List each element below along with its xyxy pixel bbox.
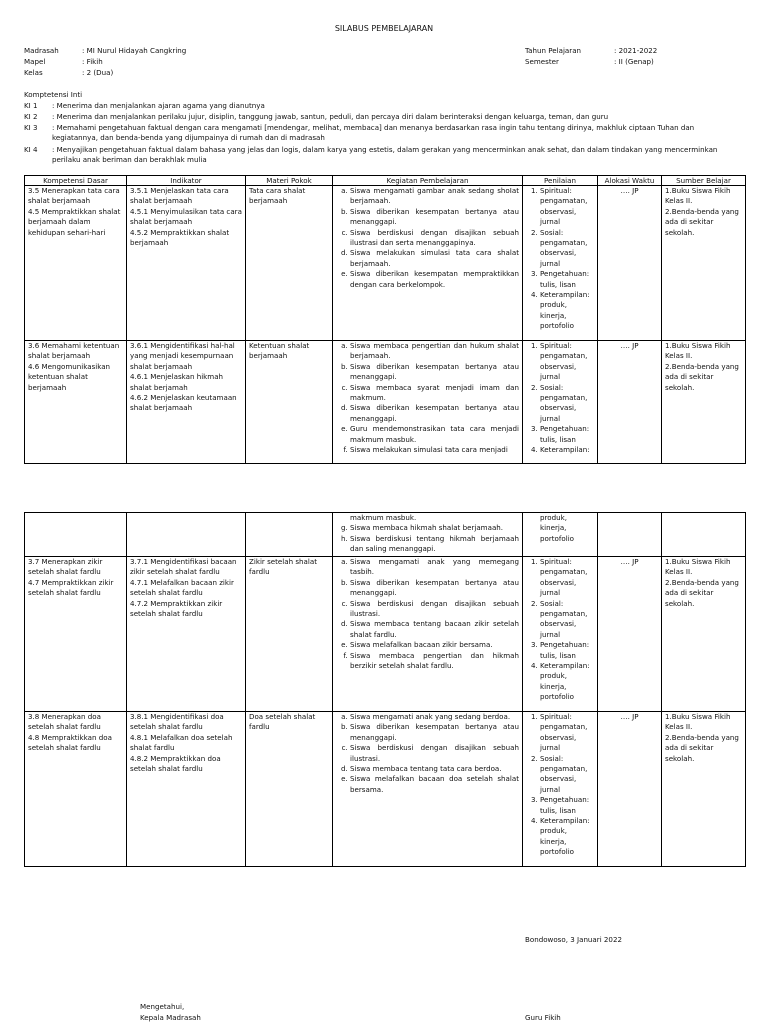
sumber-item: 1.Buku Siswa Fikih Kelas II.: [665, 186, 731, 206]
indikator-item: 4.8.2 Mempraktikkan doa setelah shalat fardlu: [130, 753, 221, 774]
mengetahui-label: Mengetahui,: [140, 1002, 185, 1011]
kegiatan-item: c. Siswa berdiskusi dengan disajikan sebuah ilustrasi dan serta menanggapinya.: [350, 228, 519, 249]
materi-cell: [246, 513, 333, 557]
kegiatan-item: c. Siswa berdiskusi dengan disajikan sebuah ilustrasi.: [350, 599, 519, 620]
penilaian-item: 1. Spiritual: pengamatan, observasi, jurnal: [540, 341, 594, 383]
kd-item: 4.6 Mengomunikasikan ketentuan shalat berjamaah: [28, 361, 111, 392]
ki-code: KI 4: [24, 145, 38, 154]
indikator-item: 4.8.1 Melafalkan doa setelah shalat fardlu: [130, 732, 233, 753]
ki-item: [24, 101, 744, 111]
meta-value: : 2021-2022: [614, 46, 658, 55]
header-indikator: Indikator: [127, 176, 246, 186]
place-date: Bondowoso, 3 Januari 2022: [525, 935, 622, 944]
kegiatan-item: f. Siswa membaca pengertian dan hikmah berzikir setelah shalat fardlu.: [350, 651, 519, 672]
kd-item: 3.5 Menerapkan tata cara shalat berjamaah: [28, 186, 120, 206]
indikator-item: 3.8.1 Mengidentifikasi doa setelah shalat fardlu: [130, 712, 224, 732]
indikator-item: 3.5.1 Menjelaskan tata cara shalat berjamaah: [130, 186, 229, 206]
sumber-item: 2.Benda-benda yang ada di sekitar sekolah.: [665, 732, 739, 763]
indikator-item: 4.5.2 Mempraktikkan shalat berjamaah: [130, 227, 230, 248]
header-materi-pokok: Materi Pokok: [246, 176, 333, 186]
alokasi-cell: …. JP: [598, 186, 662, 341]
kegiatan-item: a. Siswa mengamati anak yang sedang berdoa.: [350, 712, 519, 722]
table-row: [25, 341, 746, 464]
syllabus-table-continued: [24, 512, 746, 867]
ki-code: KI 1: [24, 101, 38, 110]
penilaian-item: 3. Pengetahuan: tulis, lisan: [540, 424, 594, 445]
indikator-cell: [127, 513, 246, 557]
kegiatan-item: d. Siswa membaca tentang bacaan zikir setelah shalat fardlu.: [350, 619, 519, 640]
kegiatan-item: e. Siswa melafalkan bacaan doa setelah shalat bersama.: [350, 774, 519, 795]
kegiatan-item: a. Siswa membaca pengertian dan hukum shalat berjamaah.: [350, 341, 519, 362]
penilaian-item: 2. Sosial: pengamatan, observasi, jurnal: [540, 383, 594, 425]
penilaian-item: 4. Keterampilan: produk, kinerja, portofolio: [540, 290, 594, 332]
kegiatan-carry: makmum masbuk.: [350, 513, 417, 522]
kd-cell: [25, 186, 127, 341]
kegiatan-item: d. Siswa melakukan simulasi tata cara shalat berjamaah.: [350, 248, 519, 269]
kegiatan-item: a. Siswa mengamati anak yang memegang tasbih.: [350, 557, 519, 578]
indikator-item: 3.7.1 Mengidentifikasi bacaan zikir setelah shalat fardlu: [130, 557, 237, 577]
page-title: SILABUS PEMBELAJARAN: [334, 24, 434, 33]
penilaian-item: 3. Pengetahuan: tulis, lisan: [540, 795, 594, 816]
ki-heading: Komptetensi Inti: [24, 90, 83, 99]
kegiatan-item: d. Siswa membaca tentang tata cara berdoa.: [350, 764, 519, 774]
alokasi-cell: …. JP: [598, 341, 662, 464]
kegiatan-item: f. Siswa melakukan simulasi tata cara menjadi: [350, 445, 519, 455]
alokasi-cell: …. JP: [598, 712, 662, 867]
kd-item: 4.5 Mempraktikkan shalat berjamaah dalam kehidupan sehari-hari: [28, 206, 121, 237]
penilaian-cell: [523, 557, 598, 712]
ki-item: [24, 145, 744, 166]
penilaian-cell: [523, 186, 598, 341]
alokasi-cell: [598, 513, 662, 557]
indikator-cell: [127, 712, 246, 867]
table-row: [25, 186, 746, 341]
indikator-item: 4.5.1 Menyimulasikan tata cara shalat berjamaah: [130, 206, 242, 227]
materi-cell: Ketentuan shalat berjamaah: [246, 341, 333, 464]
ki-text: : Menyajikan pengetahuan faktual dalam bahasa yang jelas dan logis, dalam karya yang estetis, dalam gerakan yang mencerminkan anak sehat, dan dalam tindakan yang mencerminkan perilaku anak beriman dan berakhlak mulia: [52, 145, 718, 165]
kd-item: 4.7 Mempraktikkan zikir setelah shalat fardlu: [28, 577, 114, 598]
penilaian-item: 1. Spiritual: pengamatan, observasi, jurnal: [540, 557, 594, 599]
meta-label: Kelas: [24, 68, 43, 77]
indikator-item: 4.6.2 Menjelaskan keutamaan shalat berjamaah: [130, 393, 237, 413]
meta-label: Tahun Pelajaran: [525, 46, 582, 55]
table-row-continuation: [25, 513, 746, 557]
indikator-item: 4.7.1 Melafalkan bacaan zikir setelah shalat fardlu: [130, 577, 234, 598]
kegiatan-cell: [333, 712, 523, 867]
ki-item: [24, 112, 744, 122]
kegiatan-cell: [333, 186, 523, 341]
materi-cell: Zikir setelah shalat fardlu: [246, 557, 333, 712]
kegiatan-item: c. Siswa berdiskusi dengan disajikan sebuah ilustrasi.: [350, 743, 519, 764]
meta-label: Semester: [525, 57, 559, 66]
meta-label: Madrasah: [24, 46, 59, 55]
kegiatan-cell: [333, 513, 523, 557]
sumber-cell: [662, 513, 746, 557]
indikator-item: 4.6.1 Menjelaskan hikmah shalat berjamah: [130, 372, 224, 392]
guru-fikih-label: Guru Fikih: [525, 1013, 561, 1022]
kegiatan-item: b. Siswa diberikan kesempatan bertanya atau menanggapi.: [350, 362, 519, 383]
indikator-cell: [127, 557, 246, 712]
penilaian-item: 2. Sosial: pengamatan, observasi, jurnal: [540, 754, 594, 796]
header-sumber-belajar: Sumber Belajar: [662, 176, 746, 186]
ki-text: : Memahami pengetahuan faktual dengan cara mengamati [mendengar, melihat, membaca] dan menanya berdasarkan rasa ingin tahu tentang dirinya, makhluk ciptaan Tuhan dan kegiatannya, dan benda-benda yang dijumpainya di rumah dan di madrasah: [52, 123, 695, 143]
kd-cell: [25, 513, 127, 557]
penilaian-item: 3. Pengetahuan: tulis, lisan: [540, 640, 594, 661]
materi-cell: Doa setelah shalat fardlu: [246, 712, 333, 867]
ki-text: : Menerima dan menjalankan perilaku jujur, disiplin, tanggung jawab, santun, peduli, dan percaya diri dalam berinteraksi dengan keluarga, teman, dan guru: [52, 112, 609, 121]
meta-value: : 2 (Dua): [82, 68, 114, 77]
indikator-cell: [127, 186, 246, 341]
penilaian-carry: produk, kinerja, portofolio: [540, 513, 575, 543]
header-kegiatan: Kegiatan Pembelajaran: [333, 176, 523, 186]
kegiatan-item: d. Siswa diberikan kesempatan bertanya atau menanggapi.: [350, 403, 519, 424]
ki-code: KI 2: [24, 112, 38, 121]
indikator-item: 3.6.1 Mengidentifikasi hal-hal yang menjadi kesempurnaan shalat berjamaah: [130, 341, 235, 371]
ki-item: [24, 123, 744, 144]
table-row: [25, 557, 746, 712]
header-penilaian: Penilaian: [523, 176, 598, 186]
kegiatan-item: e. Siswa melafalkan bacaan zikir bersama.: [350, 640, 519, 650]
sumber-item: 2.Benda-benda yang ada di sekitar sekolah.: [665, 361, 739, 392]
penilaian-item: 4. Keterampilan:: [540, 445, 594, 455]
syllabus-table: [24, 175, 746, 464]
penilaian-cell: [523, 341, 598, 464]
kd-cell: [25, 557, 127, 712]
penilaian-item: 1. Spiritual: pengamatan, observasi, jurnal: [540, 186, 594, 228]
kegiatan-cell: [333, 341, 523, 464]
kegiatan-cell: [333, 557, 523, 712]
penilaian-cell: [523, 712, 598, 867]
kegiatan-item: e. Siswa diberikan kesempatan mempraktikkan dengan cara berkelompok.: [350, 269, 519, 290]
sumber-item: 1.Buku Siswa Fikih Kelas II.: [665, 557, 731, 577]
sumber-cell: [662, 712, 746, 867]
kegiatan-item: b. Siswa diberikan kesempatan bertanya atau menanggapi.: [350, 578, 519, 599]
kd-cell: [25, 712, 127, 867]
kegiatan-item: b. Siswa diberikan kesempatan bertanya atau menanggapi.: [350, 722, 519, 743]
kegiatan-item: c. Siswa membaca syarat menjadi imam dan makmum.: [350, 383, 519, 404]
ki-text: : Menerima dan menjalankan ajaran agama yang dianutnya: [52, 101, 265, 110]
kegiatan-item: h. Siswa berdiskusi tentang hikmah berjamaah dan saling menanggapi.: [350, 534, 519, 555]
sumber-cell: [662, 557, 746, 712]
header-kompetensi-dasar: Kompetensi Dasar: [25, 176, 127, 186]
kd-cell: [25, 341, 127, 464]
meta-value: : Fikih: [82, 57, 103, 66]
sumber-cell: [662, 186, 746, 341]
alokasi-cell: …. JP: [598, 557, 662, 712]
indikator-cell: [127, 341, 246, 464]
sumber-item: 1.Buku Siswa Fikih Kelas II.: [665, 341, 731, 361]
kd-item: 4.8 Mempraktikkan doa setelah shalat fardlu: [28, 732, 112, 753]
kegiatan-item: a. Siswa mengamati gambar anak sedang shoIat berjamaah.: [350, 186, 519, 207]
kd-item: 3.6 Memahami ketentuan shalat berjamaah: [28, 341, 120, 361]
ki-code: KI 3: [24, 123, 38, 132]
sumber-cell: [662, 341, 746, 464]
kegiatan-item: b. Siswa diberikan kesempatan bertanya atau menanggapi.: [350, 207, 519, 228]
sumber-item: 1.Buku Siswa Fikih Kelas II.: [665, 712, 731, 732]
penilaian-cell: [523, 513, 598, 557]
kegiatan-item: e. Guru mendemonstrasikan tata cara menjadi makmum masbuk.: [350, 424, 519, 445]
meta-value: : MI Nurul Hidayah Cangkring: [82, 46, 187, 55]
meta-value: : II (Genap): [614, 57, 654, 66]
penilaian-item: 2. Sosial: pengamatan, observasi, jurnal: [540, 599, 594, 641]
penilaian-item: 4. Keterampilan: produk, kinerja, portofolio: [540, 816, 594, 858]
penilaian-item: 1. Spiritual: pengamatan, observasi, jurnal: [540, 712, 594, 754]
materi-cell: Tata cara shalat berjamaah: [246, 186, 333, 341]
penilaian-item: 4. Keterampilan: produk, kinerja, portofolio: [540, 661, 594, 703]
meta-label: Mapel: [24, 57, 46, 66]
kd-item: 3.8 Menerapkan doa setelah shalat fardlu: [28, 712, 101, 732]
kd-item: 3.7 Menerapkan zikir setelah shalat fardlu: [28, 557, 103, 577]
sumber-item: 2.Benda-benda yang ada di sekitar sekolah.: [665, 206, 739, 237]
penilaian-item: 2. Sosial: pengamatan, observasi, jurnal: [540, 228, 594, 270]
kepala-madrasah-label: Kepala Madrasah: [140, 1013, 201, 1022]
sumber-item: 2.Benda-benda yang ada di sekitar sekolah.: [665, 577, 739, 608]
penilaian-item: 3. Pengetahuan: tulis, lisan: [540, 269, 594, 290]
indikator-item: 4.7.2 Mempraktikkan zikir setelah shalat fardlu: [130, 598, 223, 619]
table-row: [25, 712, 746, 867]
kegiatan-item: g. Siswa membaca hikmah shalat berjamaah.: [350, 523, 519, 533]
header-alokasi-waktu: Alokasi Waktu: [598, 176, 662, 186]
